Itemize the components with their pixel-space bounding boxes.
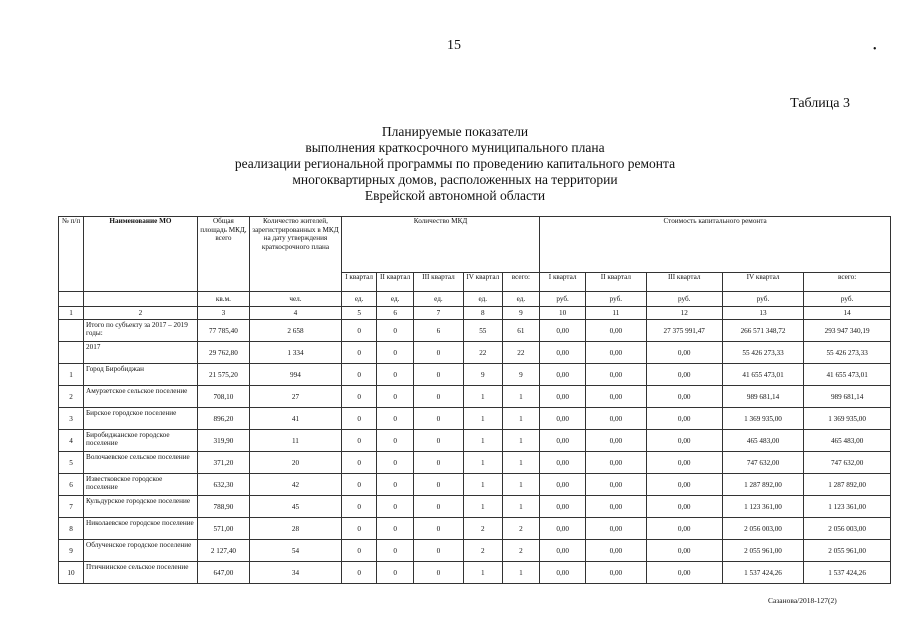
table-row-cell: 994 xyxy=(250,364,342,386)
table-row-cell: 747 632,00 xyxy=(804,452,891,474)
table-row-cell: 0 xyxy=(377,364,414,386)
table-row-cell: 0,00 xyxy=(586,562,647,584)
table-row-cell: 6 xyxy=(413,320,463,342)
table-row-cell: 0 xyxy=(341,320,376,342)
table-row-cell: 293 947 340,19 xyxy=(804,320,891,342)
table-row-cell: 2 056 003,00 xyxy=(804,518,891,540)
table-row-cell: 1 xyxy=(463,386,502,408)
table-row-cell: Итого по субъекту за 2017 – 2019 годы: xyxy=(84,320,198,342)
table-row-cell: 2 055 961,00 xyxy=(804,540,891,562)
table-row xyxy=(59,540,891,562)
table-row-cell: 9 xyxy=(502,364,540,386)
table-row-cell: 28 xyxy=(250,518,342,540)
table-row-cell: 21 575,20 xyxy=(197,364,249,386)
table-row-cell: 1 xyxy=(502,496,540,518)
table-row-cell: 7 xyxy=(59,496,84,518)
table-row-cell: 708,10 xyxy=(197,386,249,408)
table-row-cell: Город Биробиджан xyxy=(84,364,198,386)
table-row-cell: 42 xyxy=(250,474,342,496)
title-line: реализации региональной программы по проведению капитального ремонта xyxy=(234,156,676,171)
table-row-cell: 0,00 xyxy=(586,430,647,452)
table-row-cell: 1 537 424,26 xyxy=(804,562,891,584)
table-row-cell: 0,00 xyxy=(540,364,586,386)
table-row-cell: Кульдурское городское поселение xyxy=(84,496,198,518)
table-row xyxy=(59,562,891,584)
table-row-cell: 0,00 xyxy=(646,342,722,364)
table-row-cell: 266 571 348,72 xyxy=(722,320,803,342)
table-row-cell: 0,00 xyxy=(540,386,586,408)
table-row-cell: 2 xyxy=(463,518,502,540)
table-row-cell: 5 xyxy=(59,452,84,474)
header-q4-mkd: IV квартал xyxy=(463,273,502,292)
table-row-cell: 0 xyxy=(377,430,414,452)
table-row-cell: 1 123 361,00 xyxy=(804,496,891,518)
indicators-table xyxy=(58,216,891,584)
scan-speck: • xyxy=(873,44,877,55)
table-row-cell: 0,00 xyxy=(540,452,586,474)
table-row-cell: 0,00 xyxy=(540,408,586,430)
table-row-cell: 1 xyxy=(502,430,540,452)
table-row-cell: 0,00 xyxy=(586,364,647,386)
table-row-cell: 54 xyxy=(250,540,342,562)
table-row-cell: 0 xyxy=(413,496,463,518)
table-row xyxy=(59,364,891,386)
table-row-cell: 0 xyxy=(377,496,414,518)
column-numbers-row-cell: 9 xyxy=(502,307,540,320)
table-row-cell: 0 xyxy=(377,408,414,430)
column-numbers-row-cell: 5 xyxy=(341,307,376,320)
units-row-cell: руб. xyxy=(646,292,722,307)
header-q3-cost: III квартал xyxy=(646,273,722,292)
table-row-cell: 29 762,80 xyxy=(197,342,249,364)
table-row-cell: 2 xyxy=(463,540,502,562)
table-row-cell: 0 xyxy=(377,342,414,364)
column-numbers-row-cell: 11 xyxy=(586,307,647,320)
table-row-cell: 1 369 935,00 xyxy=(804,408,891,430)
table-row-cell: 0,00 xyxy=(586,386,647,408)
table-row-cell: 1 xyxy=(463,408,502,430)
table-row-cell: Известковское городское поселение xyxy=(84,474,198,496)
table-row-cell: Бирское городское поселение xyxy=(84,408,198,430)
table-row-cell: 22 xyxy=(502,342,540,364)
table-row-cell: 45 xyxy=(250,496,342,518)
table-row-cell: 0 xyxy=(413,342,463,364)
table-row-cell: 1 xyxy=(502,474,540,496)
column-numbers-row-cell: 3 xyxy=(197,307,249,320)
units-row-cell: чел. xyxy=(250,292,342,307)
table-row-cell: 0,00 xyxy=(646,474,722,496)
table-row-cell: 2 127,40 xyxy=(197,540,249,562)
table-row xyxy=(59,342,891,364)
units-row-cell: ед. xyxy=(463,292,502,307)
units-row-cell: ед. xyxy=(413,292,463,307)
table-row-cell: 465 483,00 xyxy=(804,430,891,452)
table-row-cell: 2 658 xyxy=(250,320,342,342)
header-q3-mkd: III квартал xyxy=(413,273,463,292)
units-row-cell: ед. xyxy=(341,292,376,307)
table-row-cell: 77 785,40 xyxy=(197,320,249,342)
table-row-cell: 55 xyxy=(463,320,502,342)
header-q2-cost: II квартал xyxy=(586,273,647,292)
units-row-cell xyxy=(84,292,198,307)
header-total-mkd: всего: xyxy=(502,273,540,292)
table-row-cell: 1 xyxy=(502,408,540,430)
column-numbers-row xyxy=(59,307,891,320)
table-row-cell: 1 xyxy=(463,430,502,452)
table-row-cell: 61 xyxy=(502,320,540,342)
table-row-cell: 9 xyxy=(59,540,84,562)
column-numbers-row-cell: 12 xyxy=(646,307,722,320)
table-row-cell: 747 632,00 xyxy=(722,452,803,474)
table-row-cell: 0 xyxy=(413,518,463,540)
table-row-cell: 0 xyxy=(341,386,376,408)
table-row-cell: 0 xyxy=(377,518,414,540)
table-row-cell: 0,00 xyxy=(586,474,647,496)
units-row-cell: руб. xyxy=(804,292,891,307)
header-name: Наименование МО xyxy=(84,217,198,292)
table-row-cell: 27 375 991,47 xyxy=(646,320,722,342)
table-row-cell: 0 xyxy=(413,386,463,408)
table-row-cell: 0,00 xyxy=(540,562,586,584)
table-row-cell: 0 xyxy=(377,452,414,474)
table-row-cell: 22 xyxy=(463,342,502,364)
table-row-cell: 0,00 xyxy=(586,452,647,474)
header-q2-mkd: II квартал xyxy=(377,273,414,292)
header-q1-mkd: I квартал xyxy=(341,273,376,292)
table-row-cell: 34 xyxy=(250,562,342,584)
table-row-cell: 41 xyxy=(250,408,342,430)
header-total-cost: всего: xyxy=(804,273,891,292)
table-row-cell: 1 xyxy=(502,452,540,474)
title-line: многоквартирных домов, расположенных на территории xyxy=(292,172,618,187)
table-row-cell: 2 xyxy=(502,518,540,540)
table-row-cell: 371,20 xyxy=(197,452,249,474)
table-row-cell: 1 287 892,00 xyxy=(804,474,891,496)
table-row-cell: 0 xyxy=(377,386,414,408)
table-row-cell: 0,00 xyxy=(540,474,586,496)
units-row-cell: ед. xyxy=(502,292,540,307)
table-label: Таблица 3 xyxy=(790,96,850,111)
table-row-cell: Птичнинское сельское поселение xyxy=(84,562,198,584)
table-row-cell: 0,00 xyxy=(586,320,647,342)
table-row-cell: 0 xyxy=(341,452,376,474)
table-row-cell: 0 xyxy=(377,320,414,342)
table-row-cell: 0,00 xyxy=(540,496,586,518)
table-row-cell: 1 369 935,00 xyxy=(722,408,803,430)
column-numbers-row-cell: 6 xyxy=(377,307,414,320)
table-row-cell: 0 xyxy=(341,430,376,452)
units-row-cell: кв.м. xyxy=(197,292,249,307)
table-row-cell: 11 xyxy=(250,430,342,452)
table-row-cell: 20 xyxy=(250,452,342,474)
table-row-cell: 1 xyxy=(502,562,540,584)
table-row-cell: 0,00 xyxy=(540,540,586,562)
table-row-cell: Николаевское городское поселение xyxy=(84,518,198,540)
table-row xyxy=(59,518,891,540)
header-cost: Стоимость капитального ремонта xyxy=(540,217,891,273)
table-row-cell: 1 xyxy=(463,562,502,584)
table-row-cell: 0,00 xyxy=(646,408,722,430)
table-row-cell: 0,00 xyxy=(540,342,586,364)
page-number: 15 xyxy=(447,38,461,53)
units-row-cell: руб. xyxy=(722,292,803,307)
table-row-cell: 989 681,14 xyxy=(722,386,803,408)
table-row-cell: 1 xyxy=(502,386,540,408)
table-row-cell: 0 xyxy=(341,474,376,496)
units-row xyxy=(59,292,891,307)
title-line: Планируемые показатели xyxy=(381,124,529,139)
table-row-cell: 0,00 xyxy=(586,518,647,540)
table-row-cell: 0,00 xyxy=(646,386,722,408)
table-row-cell: 0 xyxy=(413,408,463,430)
table-row-cell xyxy=(59,342,84,364)
table-row-cell: 0 xyxy=(341,518,376,540)
table-row-cell: 0,00 xyxy=(646,518,722,540)
table-row-cell: 0,00 xyxy=(646,496,722,518)
header-area: Общая площадь МКД, всего xyxy=(197,217,249,292)
table-row-cell: 55 426 273,33 xyxy=(804,342,891,364)
table-row-cell: 0 xyxy=(341,540,376,562)
table-row-cell: 0,00 xyxy=(540,320,586,342)
table-row-cell: 0,00 xyxy=(586,408,647,430)
table-row-cell: 2 xyxy=(59,386,84,408)
document-title xyxy=(205,124,705,204)
table-row-cell: 0,00 xyxy=(646,364,722,386)
table-row-cell: 1 xyxy=(463,496,502,518)
table-row-cell: 27 xyxy=(250,386,342,408)
table-row-cell: 571,00 xyxy=(197,518,249,540)
column-numbers-row-cell: 13 xyxy=(722,307,803,320)
table-row-cell: 2 056 003,00 xyxy=(722,518,803,540)
header-q1-cost: I квартал xyxy=(540,273,586,292)
table-row-cell: 0 xyxy=(341,496,376,518)
table-row-cell: 41 655 473,01 xyxy=(722,364,803,386)
table-row-cell: 465 483,00 xyxy=(722,430,803,452)
table-row-cell: 3 xyxy=(59,408,84,430)
table-row-cell: 0,00 xyxy=(646,562,722,584)
table-row-cell: 0,00 xyxy=(540,430,586,452)
table-row-cell: 1 xyxy=(463,452,502,474)
table-row-cell: 4 xyxy=(59,430,84,452)
header-residents: Количество жителей, зарегистрированных в МКД на дату утверждения краткосрочного плана xyxy=(250,217,342,292)
table-row-cell: 10 xyxy=(59,562,84,584)
table-row xyxy=(59,496,891,518)
title-line: выполнения краткосрочного муниципального плана xyxy=(305,140,605,155)
units-row-cell xyxy=(59,292,84,307)
table-row-cell: 1 123 361,00 xyxy=(722,496,803,518)
column-numbers-row-cell: 8 xyxy=(463,307,502,320)
table-row-cell: 0,00 xyxy=(586,342,647,364)
table-row-cell: 1 287 892,00 xyxy=(722,474,803,496)
table-row-cell: Облученское городское поселение xyxy=(84,540,198,562)
table-row-cell: 1 537 424,26 xyxy=(722,562,803,584)
table-row-cell: 2017 xyxy=(84,342,198,364)
table-row-cell: Волочаевское сельское поселение xyxy=(84,452,198,474)
table-row-cell: 55 426 273,33 xyxy=(722,342,803,364)
column-numbers-row-cell: 4 xyxy=(250,307,342,320)
header-q4-cost: IV квартал xyxy=(722,273,803,292)
table-row-cell: 0 xyxy=(413,430,463,452)
table-row-cell: 2 055 961,00 xyxy=(722,540,803,562)
units-row-cell: ед. xyxy=(377,292,414,307)
header-mkd-count: Количество МКД xyxy=(341,217,539,273)
footer-note: Сазанова/2018-127(2) xyxy=(768,596,837,605)
table-row-cell: 0 xyxy=(413,452,463,474)
table-row-cell: 896,20 xyxy=(197,408,249,430)
table-row-cell: 632,30 xyxy=(197,474,249,496)
table-row-cell: 1 334 xyxy=(250,342,342,364)
table-row-cell: 0 xyxy=(341,562,376,584)
table-row-cell xyxy=(59,320,84,342)
table-row-cell: 0 xyxy=(377,474,414,496)
table-row xyxy=(59,474,891,496)
column-numbers-row-cell: 7 xyxy=(413,307,463,320)
table-row-cell: 0,00 xyxy=(540,518,586,540)
table-row xyxy=(59,386,891,408)
units-row-cell: руб. xyxy=(540,292,586,307)
column-numbers-row-cell: 1 xyxy=(59,307,84,320)
table-row xyxy=(59,430,891,452)
table-row-cell: 0 xyxy=(341,342,376,364)
table-row-cell: 0,00 xyxy=(646,540,722,562)
table-row-cell: 319,90 xyxy=(197,430,249,452)
table-row-cell: 1 xyxy=(59,364,84,386)
table-row-cell: 8 xyxy=(59,518,84,540)
table-row-cell: 0 xyxy=(413,562,463,584)
table-row-cell: 1 xyxy=(463,474,502,496)
header-num: № п/п xyxy=(59,217,84,292)
table-row-cell: 9 xyxy=(463,364,502,386)
table-row-cell: 0,00 xyxy=(646,452,722,474)
table-row xyxy=(59,408,891,430)
table-row-cell: 0 xyxy=(341,364,376,386)
table-row xyxy=(59,320,891,342)
table-row-cell: 0 xyxy=(377,562,414,584)
table-row-cell: 41 655 473,01 xyxy=(804,364,891,386)
table-row-cell: 0,00 xyxy=(586,540,647,562)
table-row-cell: 0,00 xyxy=(646,430,722,452)
table-row-cell: 2 xyxy=(502,540,540,562)
units-row-cell: руб. xyxy=(586,292,647,307)
table-row-cell: 0 xyxy=(341,408,376,430)
column-numbers-row-cell: 14 xyxy=(804,307,891,320)
table-row-cell: 989 681,14 xyxy=(804,386,891,408)
table-row-cell: 0 xyxy=(413,364,463,386)
table-row-cell: 6 xyxy=(59,474,84,496)
table-row-cell: 0 xyxy=(377,540,414,562)
table-row-cell: 0 xyxy=(413,474,463,496)
table-row-cell: 788,90 xyxy=(197,496,249,518)
title-line: Еврейской автономной области xyxy=(364,188,546,203)
table-row-cell: 647,00 xyxy=(197,562,249,584)
table-row-cell: 0,00 xyxy=(586,496,647,518)
table-row xyxy=(59,452,891,474)
table-row-cell: Амурзетское сельское поселение xyxy=(84,386,198,408)
table-row-cell: 0 xyxy=(413,540,463,562)
table-row-cell: Биробиджанское городское поселение xyxy=(84,430,198,452)
column-numbers-row-cell: 10 xyxy=(540,307,586,320)
column-numbers-row-cell: 2 xyxy=(84,307,198,320)
